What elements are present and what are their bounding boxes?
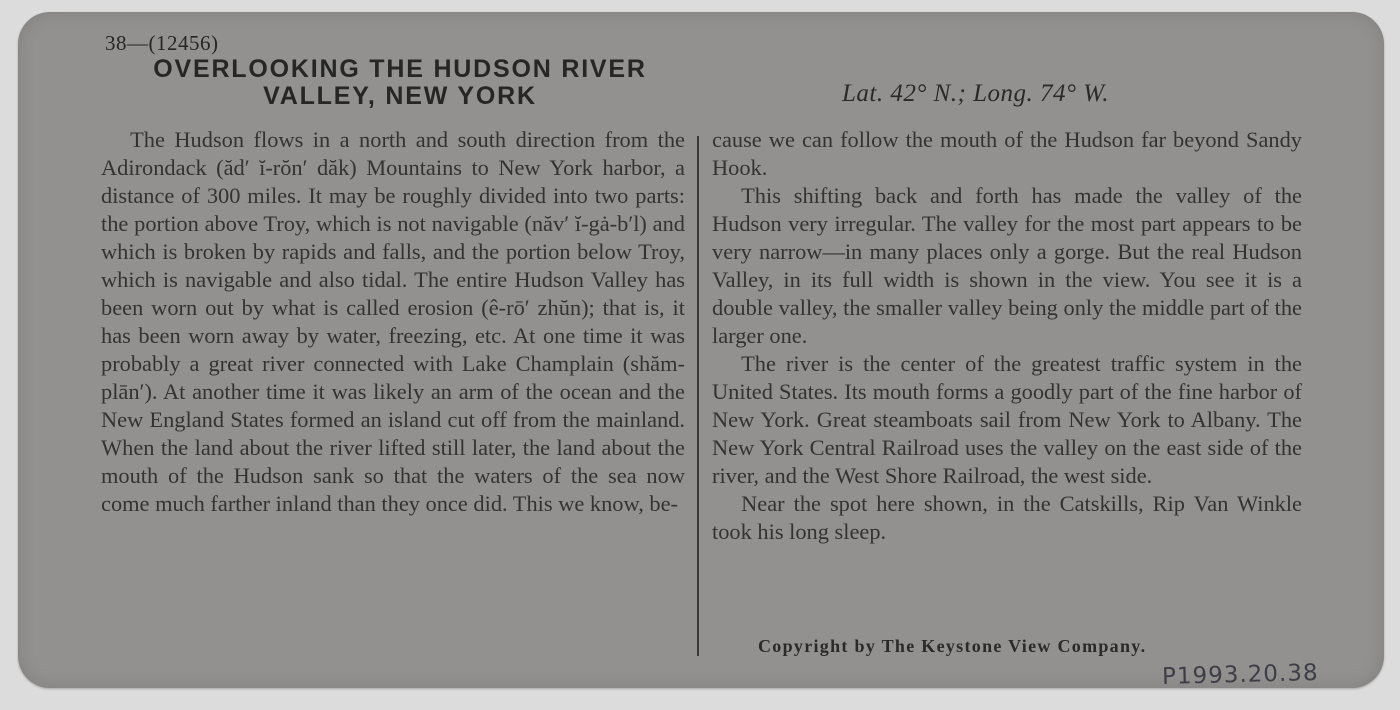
paragraph: The river is the center of the greatest traffic system in the United States. Its mouth forms a goodly part of the fine harbor of New York. Great steamboats sail from New York to Albany. The New York Central Railroad uses the valley on the east side of the river, and the West Shore Railroad, the west side. [712,351,1302,488]
handwritten-accession-number: P1993.20.38 [1161,659,1319,691]
card-title-line-2: VALLEY, NEW YORK [263,82,537,110]
copyright-notice: Copyright by The Keystone View Company. [758,636,1147,656]
text-column-left [101,126,685,518]
paragraph: Near the spot here shown, in the Catskills, Rip Van Winkle took his long sleep. [712,491,1302,544]
card-title [104,56,696,110]
text-column-right [712,126,1302,546]
column-divider [697,136,699,656]
paragraph: This shifting back and forth has made the valley of the Hudson very irregular. The valley for the most part appears to be very narrow—in many places only a gorge. But the real Hudson Valley, in its full width is shown in the view. You see it is a double valley, the smaller valley being only the middle part of the larger one. [712,183,1302,348]
card-serial-number: 38—(12456) [105,31,219,55]
card-title-line-1: OVERLOOKING THE HUDSON RIVER [153,55,647,83]
latitude-longitude: Lat. 42° N.; Long. 74° W. [842,80,1110,107]
paragraph: The Hudson flows in a north and south direction from the Adirondack (ăd′ ĭ-rŏn′ dăk) Mountains to New York harbor, a distance of 300 miles. It may be roughly divided into two parts: the portion above Troy, which is not navigable (năv′ ĭ-gȧ-b′l) and which is broken by rapids and falls, and the portion below Troy, which is navigable and also tidal. The entire Hudson Valley has been worn out by what is called erosion (ê-rō′ zhŭn); that is, it has been worn away by water, freezing, etc. At one time it was probably a great river connected with Lake Champlain (shăm-plān′). At another time it was likely an arm of the ocean and the New England States formed an island cut off from the mainland. When the land about the river lifted still later, the land about the mouth of the Hudson sank so that the waters of the sea now come much farther inland than they once did. This we know, be- [101,127,685,516]
paragraph-continuation: cause we can follow the mouth of the Hudson far beyond Sandy Hook. [712,127,1302,180]
stereoview-card-back [18,12,1384,691]
